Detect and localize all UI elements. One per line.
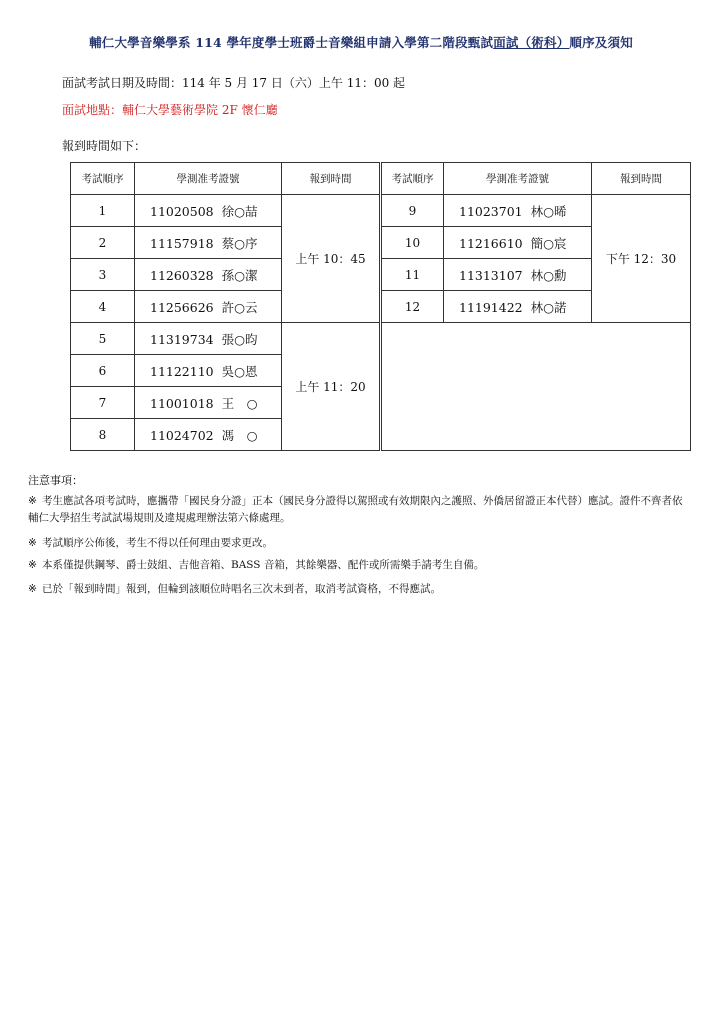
order-cell: 8 bbox=[71, 419, 135, 451]
exam-id: 11256626 bbox=[150, 299, 214, 315]
header-id: 學測准考證號 bbox=[444, 163, 592, 195]
note-item bbox=[28, 535, 692, 552]
candidate-name: 林○勳 bbox=[530, 267, 567, 283]
note-text: 已於「報到時間」報到，但輪到該順位時唱名三次未到者，取消考試資格，不得應試。 bbox=[42, 583, 441, 595]
note-text: 考試順序公佈後，考生不得以任何理由要求更改。 bbox=[42, 537, 273, 549]
id-cell bbox=[135, 419, 282, 451]
candidate-name: 孫○潔 bbox=[221, 267, 258, 283]
header-time: 報到時間 bbox=[592, 163, 691, 195]
order-cell: 2 bbox=[71, 227, 135, 259]
report-intro: 報到時間如下： bbox=[62, 139, 147, 153]
candidate-name: 張○昀 bbox=[221, 331, 258, 347]
title-main: 輔仁大學音樂學系 114 學年度學士班爵士音樂組申請入學第二階段甄試 bbox=[89, 35, 494, 50]
report-time-cell: 下午 12：30 bbox=[592, 195, 691, 323]
exam-id: 11216610 bbox=[459, 235, 523, 251]
id-cell bbox=[135, 227, 282, 259]
candidate-name: 簡○宸 bbox=[530, 235, 567, 251]
table-header-row bbox=[71, 163, 691, 195]
exam-id: 11191422 bbox=[459, 299, 523, 315]
table-row bbox=[71, 195, 691, 227]
exam-venue: 面試地點：輔仁大學藝術學院 2F 懷仁廳 bbox=[62, 103, 278, 117]
exam-id: 11020508 bbox=[150, 203, 214, 219]
order-cell: 12 bbox=[381, 291, 444, 323]
id-cell bbox=[135, 323, 282, 355]
exam-id: 11260328 bbox=[150, 267, 214, 283]
order-cell: 1 bbox=[71, 195, 135, 227]
candidate-name: 馮 ○ bbox=[221, 427, 258, 443]
id-cell bbox=[135, 355, 282, 387]
exam-id: 11122110 bbox=[150, 363, 214, 379]
note-text: 考生應試各項考試時，應攜帶「國民身分證」正本（國民身分證得以駕照或有效期限內之護照、外僑居留證正本代替）應試。證件不齊者依輔仁大學招生考試試場規則及違規處理辦法第六條處理。 bbox=[28, 495, 683, 524]
exam-id: 11157918 bbox=[150, 235, 214, 251]
candidate-name: 徐○喆 bbox=[221, 203, 258, 219]
header-order: 考試順序 bbox=[381, 163, 444, 195]
empty-cell bbox=[381, 323, 691, 451]
note-mark: ※ bbox=[28, 559, 37, 571]
order-cell: 9 bbox=[381, 195, 444, 227]
notes-title: 注意事項： bbox=[28, 474, 83, 487]
candidate-name: 林○晞 bbox=[530, 203, 567, 219]
title-suffix: 順序及須知 bbox=[569, 35, 633, 50]
exam-id: 11001018 bbox=[150, 395, 214, 411]
order-cell: 3 bbox=[71, 259, 135, 291]
title-underlined: 面試（術科） bbox=[493, 35, 570, 50]
header-id: 學測准考證號 bbox=[135, 163, 282, 195]
order-cell: 5 bbox=[71, 323, 135, 355]
id-cell bbox=[444, 291, 592, 323]
candidate-name: 林○諾 bbox=[530, 299, 567, 315]
candidate-name: 許○云 bbox=[221, 299, 258, 315]
exam-id: 11313107 bbox=[459, 267, 523, 283]
order-cell: 11 bbox=[381, 259, 444, 291]
id-cell bbox=[444, 227, 592, 259]
candidate-name: 吳○恩 bbox=[221, 363, 258, 379]
header-time: 報到時間 bbox=[282, 163, 381, 195]
id-cell bbox=[444, 195, 592, 227]
header-order: 考試順序 bbox=[71, 163, 135, 195]
candidate-name: 蔡○序 bbox=[221, 235, 258, 251]
note-item bbox=[28, 493, 692, 527]
note-mark: ※ bbox=[28, 537, 37, 549]
table-row bbox=[71, 323, 691, 355]
note-mark: ※ bbox=[28, 495, 37, 507]
schedule-table bbox=[70, 162, 691, 451]
page-title bbox=[0, 33, 722, 51]
exam-id: 11023701 bbox=[459, 203, 523, 219]
exam-datetime: 面試考試日期及時間：114 年 5 月 17 日（六）上午 11：00 起 bbox=[62, 76, 406, 90]
id-cell bbox=[135, 387, 282, 419]
id-cell bbox=[135, 259, 282, 291]
order-cell: 7 bbox=[71, 387, 135, 419]
id-cell bbox=[135, 195, 282, 227]
order-cell: 10 bbox=[381, 227, 444, 259]
order-cell: 6 bbox=[71, 355, 135, 387]
order-cell: 4 bbox=[71, 291, 135, 323]
exam-id: 11024702 bbox=[150, 427, 214, 443]
note-item bbox=[28, 557, 692, 574]
id-cell bbox=[444, 259, 592, 291]
exam-id: 11319734 bbox=[150, 331, 214, 347]
id-cell bbox=[135, 291, 282, 323]
note-mark: ※ bbox=[28, 583, 37, 595]
candidate-name: 王 ○ bbox=[221, 395, 258, 411]
note-text: 本系僅提供鋼琴、爵士鼓組、吉他音箱、BASS 音箱，其餘樂器、配件或所需樂手請考生自備。 bbox=[42, 559, 485, 571]
report-time-cell: 上午 11：20 bbox=[282, 323, 381, 451]
report-time-cell: 上午 10：45 bbox=[282, 195, 381, 323]
note-item bbox=[28, 581, 692, 598]
